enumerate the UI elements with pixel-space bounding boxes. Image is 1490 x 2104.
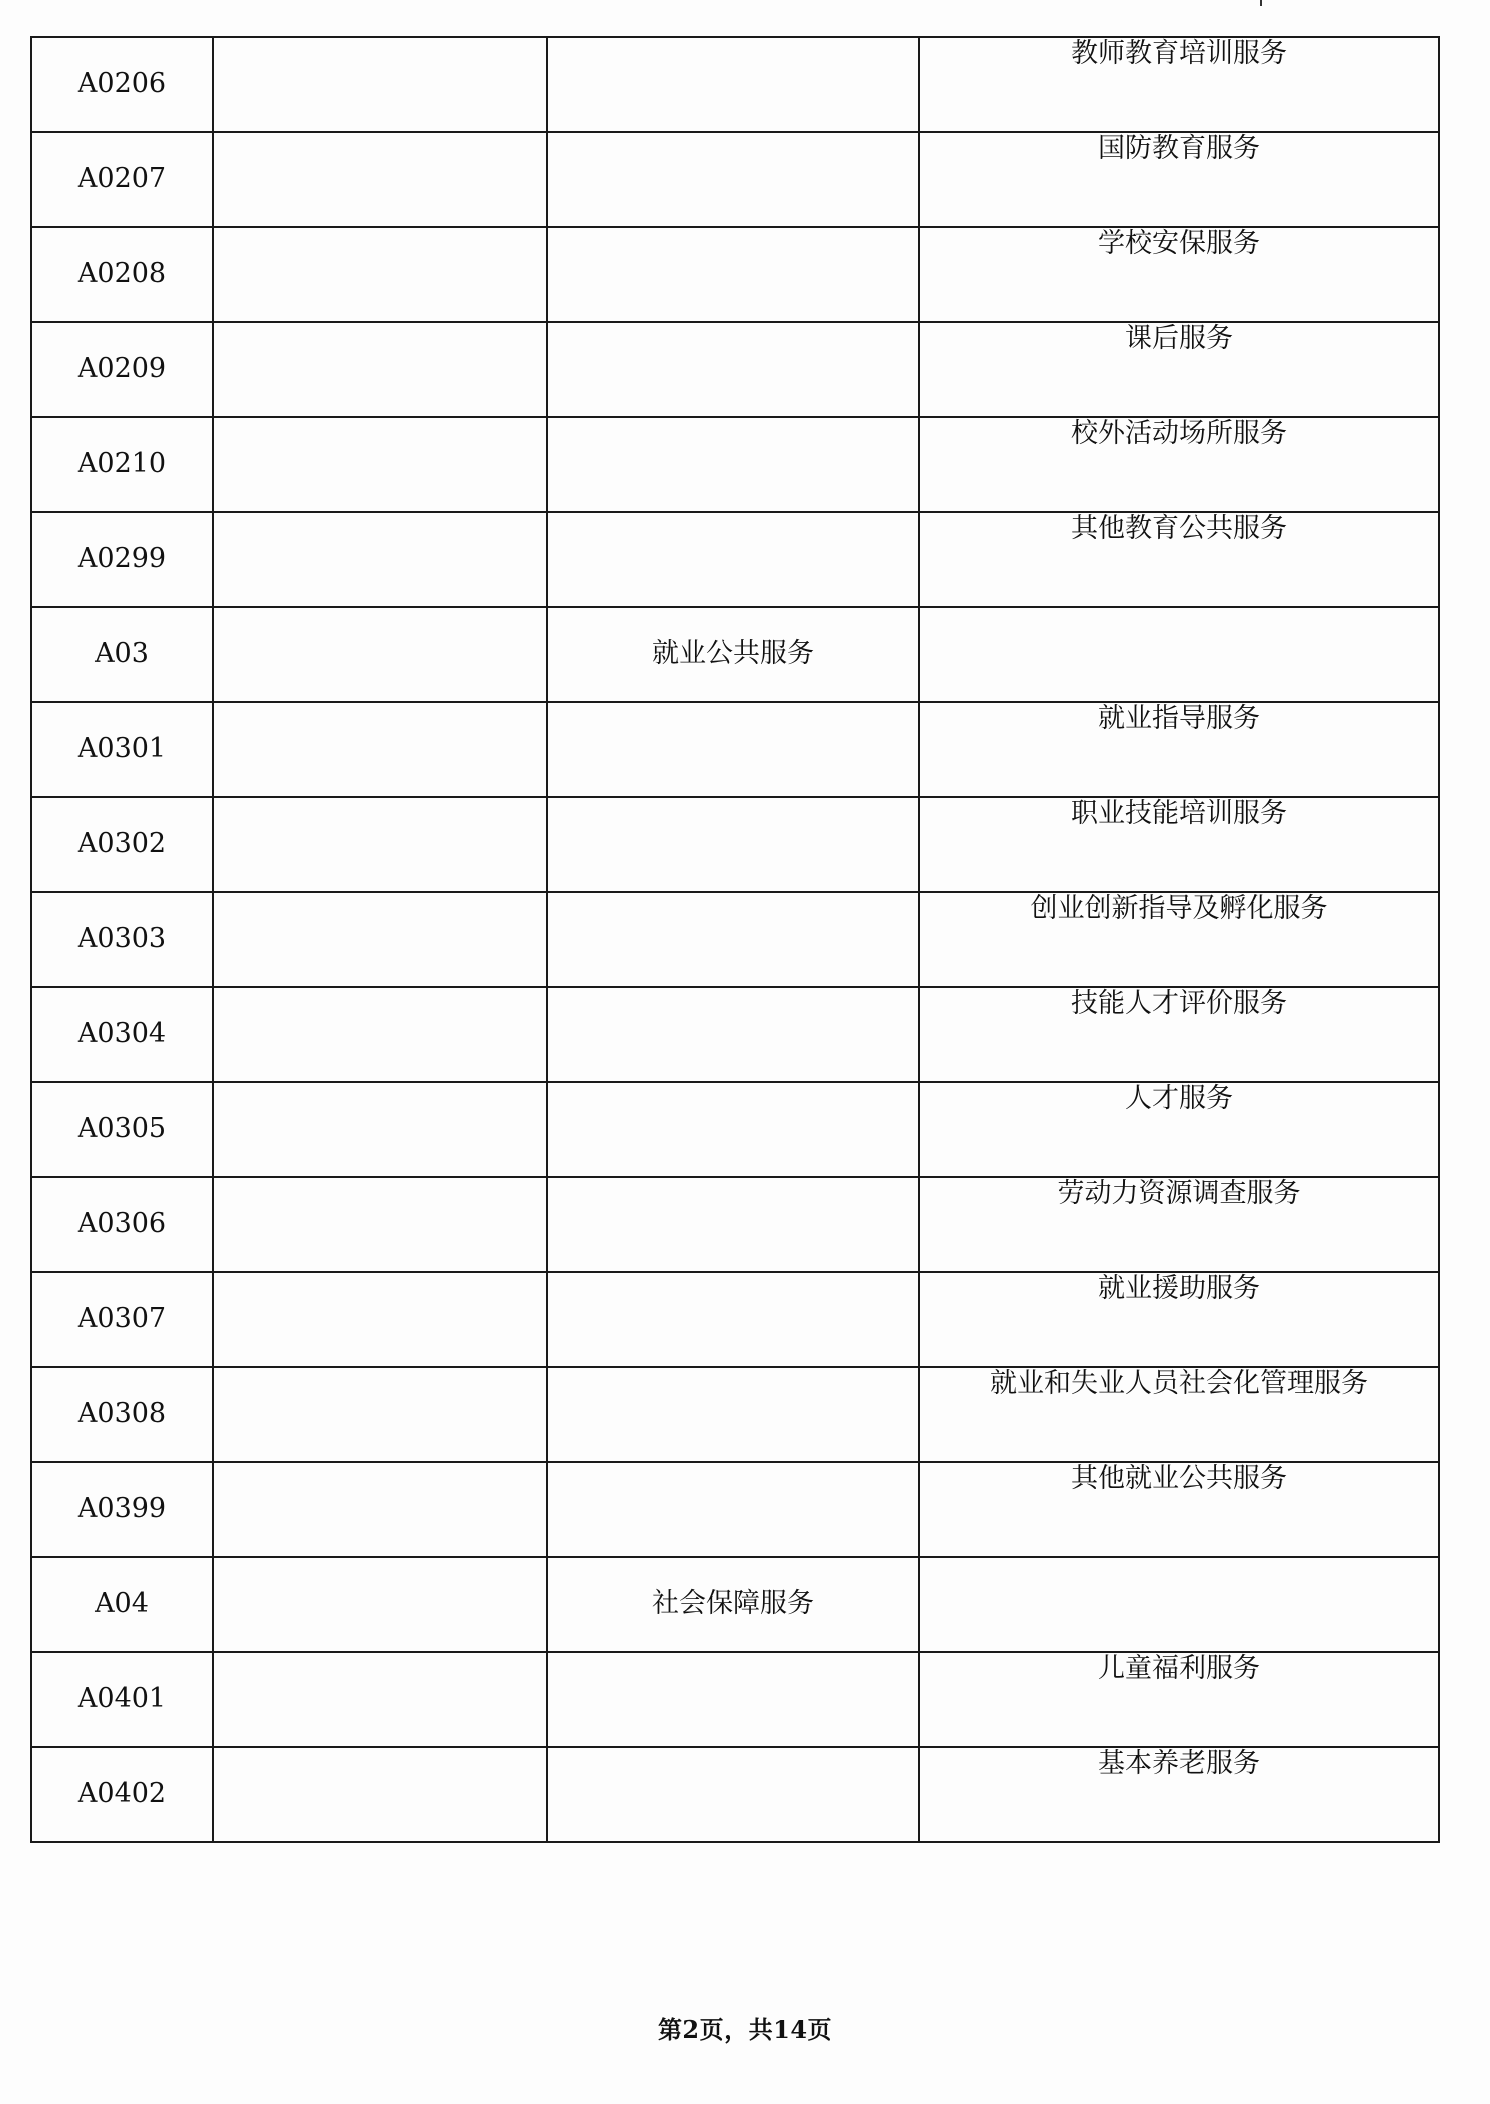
level1-cell <box>213 797 547 892</box>
level2-cell <box>547 1177 919 1272</box>
level2-cell <box>547 512 919 607</box>
table-row <box>31 1557 1439 1652</box>
level1-cell <box>213 1367 547 1462</box>
table-row <box>31 987 1439 1082</box>
level3-cell: 就业援助服务 <box>919 1272 1439 1367</box>
level2-cell <box>547 1082 919 1177</box>
level2-cell <box>547 132 919 227</box>
code-cell: A0303 <box>31 892 213 987</box>
level2-cell <box>547 227 919 322</box>
table-row <box>31 1462 1439 1557</box>
table-row <box>31 417 1439 512</box>
level1-cell <box>213 227 547 322</box>
level1-cell <box>213 702 547 797</box>
level1-cell <box>213 37 547 132</box>
level2-cell <box>547 892 919 987</box>
level3-cell: 就业指导服务 <box>919 702 1439 797</box>
level3-cell: 人才服务 <box>919 1082 1439 1177</box>
level1-cell <box>213 987 547 1082</box>
level3-cell: 教师教育培训服务 <box>919 37 1439 132</box>
level3-cell: 其他教育公共服务 <box>919 512 1439 607</box>
page-indicator: 第2页，共14页 <box>657 2015 833 2044</box>
code-cell: A0208 <box>31 227 213 322</box>
code-cell: A0299 <box>31 512 213 607</box>
level2-cell: 就业公共服务 <box>547 607 919 702</box>
service-catalog-table <box>30 36 1440 1843</box>
level3-cell: 职业技能培训服务 <box>919 797 1439 892</box>
level3-cell: 学校安保服务 <box>919 227 1439 322</box>
level3-cell: 基本养老服务 <box>919 1747 1439 1842</box>
level1-cell <box>213 1082 547 1177</box>
level3-cell: 创业创新指导及孵化服务 <box>919 892 1439 987</box>
table-row <box>31 322 1439 417</box>
table-row <box>31 1652 1439 1747</box>
code-cell: A0401 <box>31 1652 213 1747</box>
level3-cell <box>919 1557 1439 1652</box>
code-cell: A0308 <box>31 1367 213 1462</box>
code-cell: A0402 <box>31 1747 213 1842</box>
code-cell: A0399 <box>31 1462 213 1557</box>
level2-cell <box>547 322 919 417</box>
table-row <box>31 607 1439 702</box>
level1-cell <box>213 1747 547 1842</box>
code-cell: A03 <box>31 607 213 702</box>
code-cell: A0306 <box>31 1177 213 1272</box>
level1-cell <box>213 1557 547 1652</box>
code-cell: A0206 <box>31 37 213 132</box>
code-cell: A0209 <box>31 322 213 417</box>
level2-cell <box>547 987 919 1082</box>
level3-cell <box>919 607 1439 702</box>
level3-cell: 就业和失业人员社会化管理服务 <box>919 1367 1439 1462</box>
table-row <box>31 702 1439 797</box>
table-row <box>31 132 1439 227</box>
level1-cell <box>213 1177 547 1272</box>
level2-cell <box>547 1272 919 1367</box>
code-cell: A0304 <box>31 987 213 1082</box>
level1-cell <box>213 417 547 512</box>
table-row <box>31 37 1439 132</box>
scan-mark <box>1260 0 1262 6</box>
level3-cell: 技能人才评价服务 <box>919 987 1439 1082</box>
level1-cell <box>213 1462 547 1557</box>
level2-cell <box>547 1462 919 1557</box>
code-cell: A0210 <box>31 417 213 512</box>
table-row <box>31 892 1439 987</box>
level1-cell <box>213 892 547 987</box>
level1-cell <box>213 512 547 607</box>
level2-cell <box>547 417 919 512</box>
table-row <box>31 797 1439 892</box>
level3-cell: 劳动力资源调查服务 <box>919 1177 1439 1272</box>
table-row <box>31 1082 1439 1177</box>
code-cell: A0301 <box>31 702 213 797</box>
code-cell: A0302 <box>31 797 213 892</box>
table-row <box>31 1177 1439 1272</box>
level2-cell <box>547 1652 919 1747</box>
level1-cell <box>213 132 547 227</box>
level1-cell <box>213 607 547 702</box>
table-row <box>31 1747 1439 1842</box>
level1-cell <box>213 1652 547 1747</box>
level2-cell <box>547 37 919 132</box>
level2-cell <box>547 797 919 892</box>
table-body <box>31 37 1439 1842</box>
level3-cell: 国防教育服务 <box>919 132 1439 227</box>
code-cell: A0207 <box>31 132 213 227</box>
code-cell: A04 <box>31 1557 213 1652</box>
table-row <box>31 1367 1439 1462</box>
level3-cell: 儿童福利服务 <box>919 1652 1439 1747</box>
code-cell: A0307 <box>31 1272 213 1367</box>
level3-cell: 其他就业公共服务 <box>919 1462 1439 1557</box>
level1-cell <box>213 322 547 417</box>
level1-cell <box>213 1272 547 1367</box>
table-row <box>31 1272 1439 1367</box>
table-row <box>31 227 1439 322</box>
level2-cell <box>547 1367 919 1462</box>
table-row <box>31 512 1439 607</box>
code-cell: A0305 <box>31 1082 213 1177</box>
level2-cell: 社会保障服务 <box>547 1557 919 1652</box>
level2-cell <box>547 702 919 797</box>
level2-cell <box>547 1747 919 1842</box>
level3-cell: 校外活动场所服务 <box>919 417 1439 512</box>
level3-cell: 课后服务 <box>919 322 1439 417</box>
